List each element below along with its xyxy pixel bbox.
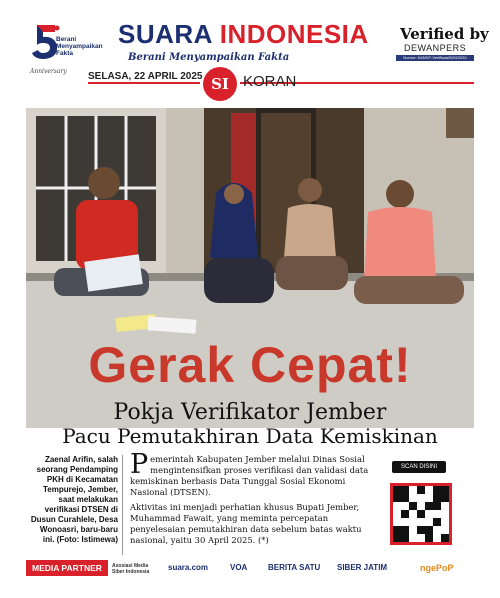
si-badge[interactable]: SI — [203, 67, 237, 101]
media-partner-label: MEDIA PARTNER — [26, 560, 108, 576]
paragraph-2: Aktivitas ini menjadi perhatian khusus Bupati Jember, Muhammad Fawait, yang meminta percepatan penyelesaian pemutakhiran data sebelum batas waktu nasional, yaitu 30 April 2025. (*) — [130, 502, 362, 545]
logo-signature: Anniversary — [30, 68, 67, 75]
masthead-indonesia: INDONESIA — [219, 19, 369, 49]
logo-line: Menyampaikan — [56, 43, 103, 50]
dropcap: P — [130, 449, 149, 480]
edition-label: KORAN — [243, 73, 297, 90]
article-body — [130, 449, 380, 550]
masthead-suara: SUARA — [118, 19, 212, 49]
paragraph-1-text: emerintah Kabupaten Jember melalui Dinas Sosial mengintensifkan proses verifikasi dan validasi data kemiskinan berbasis Data Tunggal Sosial Ekonomi Nasional (DTSEN). — [130, 454, 369, 497]
qr-code[interactable] — [390, 483, 452, 545]
scan-button[interactable]: SCAN DISINI — [392, 461, 446, 473]
partner-logo-ngepop[interactable]: ngePoP — [420, 563, 454, 573]
qr-code-icon — [393, 486, 449, 542]
logo-line: Fakta — [56, 50, 73, 57]
dewan-pers-logo: DEWANPERS — [404, 43, 467, 53]
photo-caption: Zaenal Arifin, salah seorang Pendamping PKH di Kecamatan Tempurejo, Jember, saat melakukan verifikasi DTSEN di Dusun Curahlele, Desa Wonoasri, baru-baru ini. (Foto: Istimewa) — [30, 455, 118, 544]
paragraph-1 — [130, 449, 380, 498]
dewan-pers-note: Nomor: 643/DP-Verifikasi/K/III/2020 — [396, 55, 474, 61]
divider-left — [88, 82, 200, 84]
partner-logo-voa[interactable]: VOA — [230, 563, 248, 572]
headline: Gerak Cepat! — [88, 337, 412, 393]
logo-line: Berani — [56, 36, 77, 43]
partner-logo-beritasatu[interactable]: BERITA SATU — [268, 563, 321, 572]
subheadline-1: Pokja Verifikator Jember — [113, 400, 387, 425]
partner-logo-siberjatim[interactable]: SIBER JATIM — [337, 563, 388, 572]
issue-date: SELASA, 22 APRIL 2025 — [88, 71, 203, 82]
partner-logo-suara[interactable]: suara.com — [168, 563, 209, 572]
logo-tagline — [56, 36, 103, 57]
masthead[interactable] — [118, 19, 369, 50]
caption-divider — [122, 455, 123, 555]
verified-label: Verified by — [400, 25, 489, 43]
partner-logo-amsi[interactable]: Asosiasi Media Siber Indonesia — [112, 563, 150, 575]
subheadline-2: Pacu Pemutakhiran Data Kemiskinan — [62, 424, 438, 448]
tagline: Berani Menyampaikan Fakta — [128, 52, 290, 63]
